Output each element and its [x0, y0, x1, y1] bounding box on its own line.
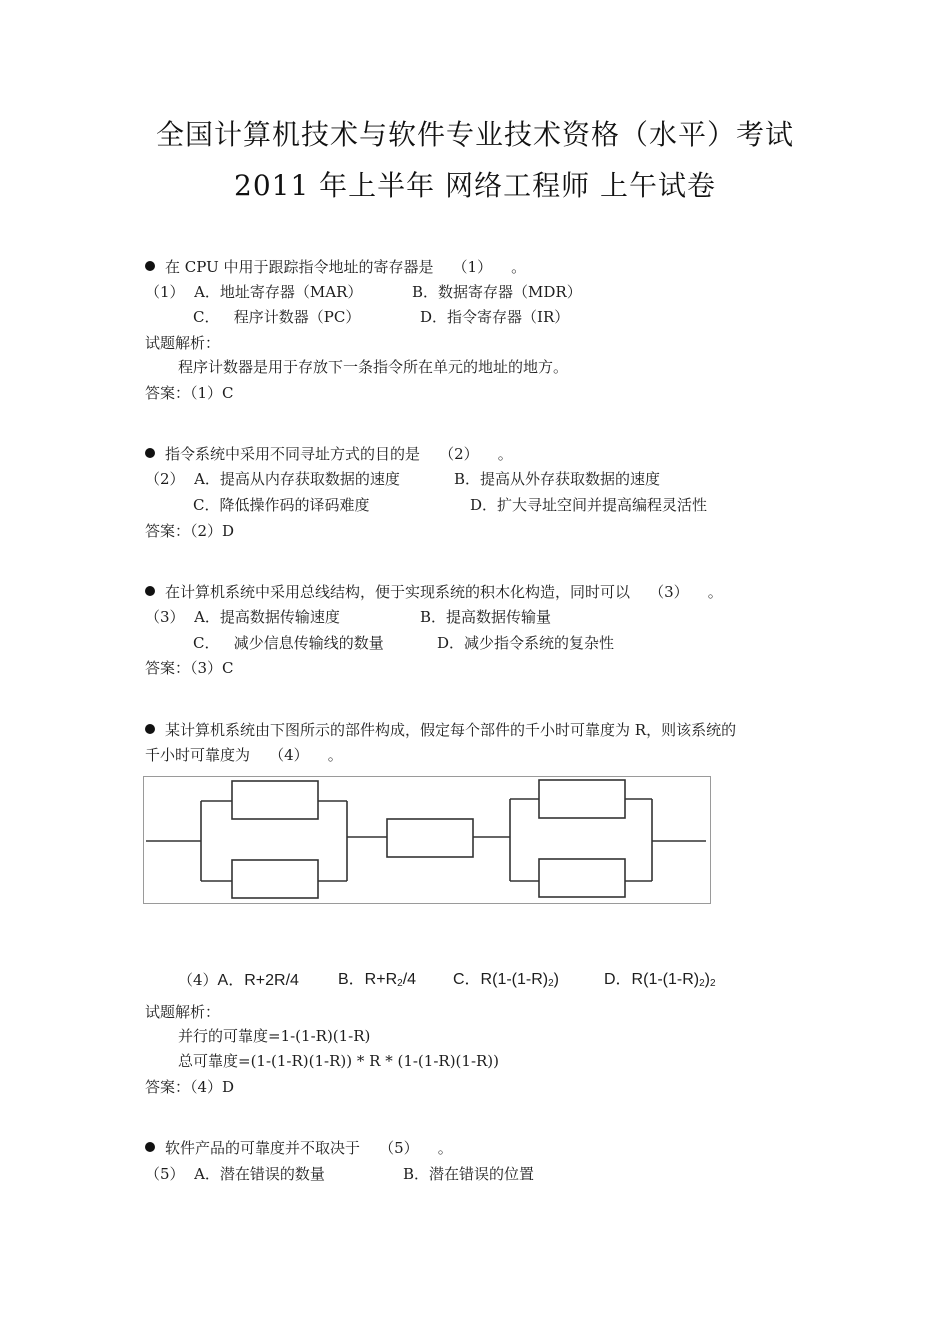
question-2 [145, 444, 513, 464]
question-2-text: 指令系统中采用不同寻址方式的目的是 （2） 。 [165, 445, 513, 463]
q4-option-b-tail: /4 [402, 971, 417, 988]
q2-option-d: D．扩大寻址空间并提高编程灵活性 [470, 496, 708, 514]
q2-option-c: C．降低操作码的译码难度 [193, 496, 370, 514]
question-5 [145, 1138, 453, 1158]
q4-option-c-text: C．R(1-(1-R) [453, 971, 549, 988]
q4-option-d-text: D．R(1-(1-R) [604, 971, 700, 988]
q1-answer: 答案：（1）C [145, 384, 234, 402]
reliability-diagram-svg [144, 777, 710, 903]
q4-option-d [604, 970, 716, 994]
q1-option-b: B．数据寄存器（MDR） [412, 283, 582, 301]
question-4-text-line2: 千小时可靠度为 （4） 。 [145, 746, 343, 764]
question-5-text: 软件产品的可靠度并不取决于 （5） 。 [165, 1139, 453, 1157]
q4-answer: 答案：（4）D [145, 1078, 235, 1096]
q4-option-d-sub: 2 [699, 978, 705, 989]
q1-option-c: C． 程序计数器（PC） [193, 308, 361, 326]
question-3-text: 在计算机系统中采用总线结构，便于实现系统的积木化构造，同时可以 （3） 。 [165, 583, 723, 601]
q3-option-b: B．提高数据传输量 [420, 608, 552, 626]
q4-option-d-tail: ) [704, 971, 710, 988]
q3-answer: 答案：（3）C [145, 659, 234, 677]
q2-option-a: （2） A．提高从内存获取数据的速度 [145, 470, 400, 488]
exam-title: 全国计算机技术与软件专业技术资格（水平）考试 [155, 118, 794, 151]
question-1 [145, 257, 526, 277]
component-box-4 [539, 780, 625, 818]
q4-options [178, 970, 299, 991]
q2-answer: 答案：（2）D [145, 522, 235, 540]
component-box-2 [232, 860, 318, 898]
q4-option-c-sub: 2 [548, 978, 554, 989]
q4-option-label: （4） [178, 971, 218, 989]
q4-option-c [453, 970, 559, 994]
q4-option-b [338, 970, 416, 994]
component-box-3 [387, 819, 473, 857]
q4-option-b-sub: 2 [397, 978, 403, 989]
question-4 [145, 720, 736, 740]
q1-analysis: 程序计数器是用于存放下一条指令所在单元的地址的地方。 [178, 358, 569, 376]
reliability-diagram [143, 776, 711, 904]
exam-subtitle: 2011 年上半年 网络工程师 上午试卷 [234, 169, 716, 202]
q1-option-a: （1） A．地址寄存器（MAR） [145, 283, 363, 301]
q1-option-d: D．指令寄存器（IR） [420, 308, 570, 326]
q5-option-b: B．潜在错误的位置 [403, 1165, 535, 1183]
q4-analysis-label: 试题解析： [145, 1003, 221, 1021]
q3-option-c: C． 减少信息传输线的数量 [193, 634, 384, 652]
q4-option-d-sub2: 2 [710, 978, 716, 989]
question-3 [145, 582, 723, 602]
question-1-text: 在 CPU 中用于跟踪指令地址的寄存器是 （1） 。 [165, 258, 527, 276]
q3-option-d: D．减少指令系统的复杂性 [437, 634, 615, 652]
question-4-text-line1: 某计算机系统由下图所示的部件构成，假定每个部件的千小时可靠度为 R，则该系统的 [165, 721, 737, 739]
bullet-icon [145, 586, 155, 596]
q4-analysis-line2: 总可靠度=(1-(1-R)(1-R)) * R * (1-(1-R)(1-R)) [178, 1052, 500, 1070]
q2-option-b: B．提高从外存获取数据的速度 [454, 470, 661, 488]
bullet-icon [145, 724, 155, 734]
q5-option-a: （5） A．潜在错误的数量 [145, 1165, 325, 1183]
bullet-icon [145, 261, 155, 271]
component-box-1 [232, 781, 318, 819]
component-box-5 [539, 859, 625, 897]
q4-option-c-tail: ) [553, 971, 559, 988]
q1-analysis-label: 试题解析： [145, 334, 221, 352]
q4-option-b-text: B．R+R [338, 971, 398, 988]
bullet-icon [145, 1142, 155, 1152]
q4-option-a: A．R+2R/4 [217, 972, 299, 989]
q4-analysis-line1: 并行的可靠度=1-(1-R)(1-R) [178, 1027, 371, 1045]
q3-option-a: （3） A．提高数据传输速度 [145, 608, 340, 626]
bullet-icon [145, 448, 155, 458]
